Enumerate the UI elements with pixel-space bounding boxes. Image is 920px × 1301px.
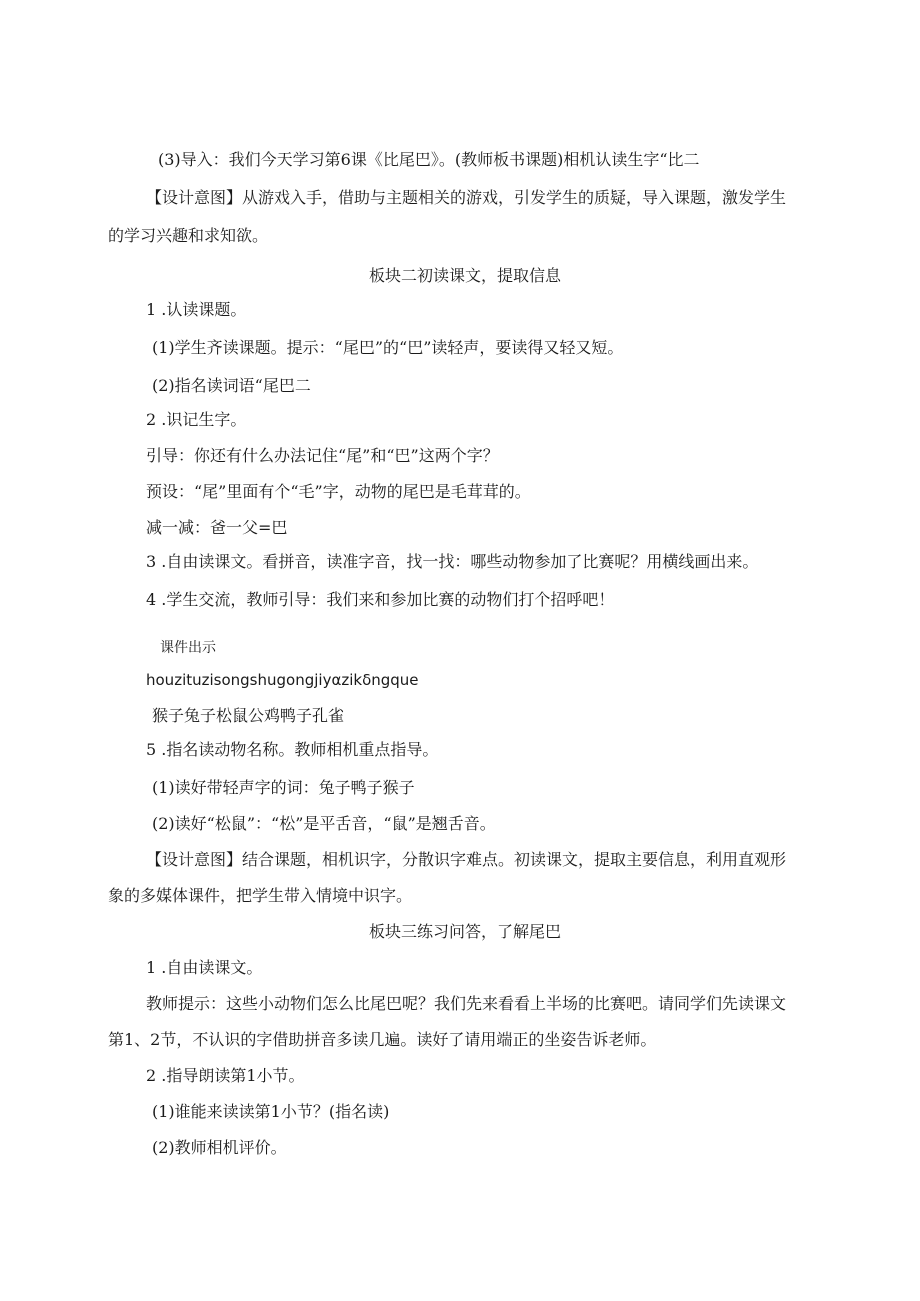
text-line-sub-1-2: (2)指名读词语“尾巴二: [152, 376, 311, 395]
text-line-teacher-hint: 教师提示：这些小动物们怎么比尾巴呢？我们先来看看上半场的比赛吧。请同学们先读课文: [146, 994, 787, 1013]
text-line-b3-sub-2-1: (1)谁能来读读第1小节？(指名读): [152, 1102, 390, 1121]
text-line-item-1: 1 .认读课题。: [146, 300, 247, 319]
text-line-item-5: 5 .指名读动物名称。教师相机重点指导。: [146, 740, 439, 759]
text-line-design-intent-1: 【设计意图】从游戏入手，借助与主题相关的游戏，引发学生的质疑，导入课题，激发学生: [146, 188, 787, 207]
text-line-design-intent-2-cont: 象的多媒体课件，把学生带入情境中识字。: [108, 886, 413, 905]
text-line-sub-5-2: (2)读好“松鼠”：“松”是平舌音，“鼠”是翘舌音。: [152, 814, 496, 833]
text-line-design-intent-2: 【设计意图】结合课题，相机识字，分散识字难点。初读课文，提取主要信息，利用直观形: [146, 850, 787, 869]
text-line-item-4: 4 .学生交流，教师引导：我们来和参加比赛的动物们打个招呼吧！: [146, 590, 615, 609]
section-heading-2: 板块二初读课文，提取信息: [369, 266, 562, 285]
text-line-preset: 预设：“尾”里面有个“毛”字，动物的尾巴是毛茸茸的。: [146, 482, 531, 501]
text-line-item-3: 3 .自由读课文。看拼音，读准字音，找一找：哪些动物参加了比赛呢？用横线画出来。: [146, 552, 759, 571]
text-line-subtract: 减一减：爸一父=巴: [146, 518, 288, 537]
text-line-design-intent-1-cont: 的学习兴趣和求知欲。: [108, 226, 269, 245]
text-line-b3-item-1: 1 .自由读课文。: [146, 958, 263, 977]
text-line-guide: 引导：你还有什么办法记住“尾”和“巴”这两个字？: [146, 446, 499, 465]
text-line-sub-1-1: (1)学生齐读课题。提示：“尾巴”的“巴”读轻声，要读得又轻又短。: [152, 338, 624, 357]
animal-names-line: 猴子兔子松鼠公鸡鸭子孔雀: [152, 706, 345, 725]
text-line-item-2: 2 .识记生字。: [146, 410, 247, 429]
text-line-import: (3)导入：我们今天学习第6课《比尾巴》。(教师板书课题)相机认读生字“比二: [158, 150, 700, 169]
text-line-teacher-hint-cont: 第1、2节，不认识的字借助拼音多读几遍。读好了请用端正的坐姿告诉老师。: [108, 1030, 657, 1049]
section-heading-3: 板块三练习问答，了解尾巴: [369, 922, 562, 941]
pinyin-line: houzituzisongshugongjiyαzikδngque: [146, 671, 419, 689]
courseware-label: 课件出示: [160, 640, 216, 656]
text-line-sub-5-1: (1)读好带轻声字的词：兔子鸭子猴子: [152, 778, 415, 797]
text-line-b3-item-2: 2 .指导朗读第1小节。: [146, 1066, 305, 1085]
text-line-b3-sub-2-2: (2)教师相机评价。: [152, 1138, 287, 1157]
